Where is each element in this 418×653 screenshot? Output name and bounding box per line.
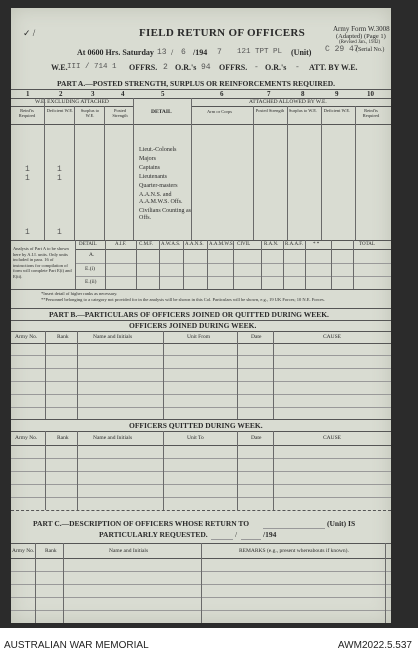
- serial-value: C 29 47: [325, 45, 359, 54]
- analysis-head-aamws: A.A.M.W.S.: [209, 242, 234, 247]
- quitted-title: OFFICERS QUITTED DURING WEEK.: [129, 421, 263, 430]
- hand-value-r2c2: 1: [57, 174, 62, 183]
- ors2-label: O.R.'s: [265, 63, 287, 72]
- col-number-1: 1: [26, 90, 30, 98]
- we-value: III / 714 1: [67, 63, 117, 71]
- rank-aans: A.A.N.S. and A.A.M.W.S. Offs.: [139, 192, 183, 205]
- joined-head-name: Name and Initials: [93, 334, 133, 340]
- form-title: FIELD RETURN OF OFFICERS: [139, 27, 306, 39]
- report-time-label: At 0600 Hrs. Saturday: [77, 48, 154, 57]
- report-date-day: 13: [157, 48, 167, 57]
- right-head-arm: Arm or Corps: [207, 109, 232, 114]
- col-number-8: 8: [301, 90, 305, 98]
- footer-bar: [0, 628, 418, 653]
- part-c-title-date: /194: [263, 530, 277, 539]
- analysis-detail-heading: DETAIL: [79, 242, 97, 247]
- left-head-surplus: Surplus to W.E.: [80, 108, 100, 118]
- part-c-title-b: PARTICULARLY REQUESTED.: [99, 530, 208, 539]
- report-year-prefix: /194: [193, 48, 208, 57]
- col-number-3: 3: [91, 90, 95, 98]
- left-head-posted: Posted Strength: [112, 108, 128, 118]
- att-label: ATT. BY W.E.: [309, 63, 358, 72]
- part-c-title-unit: (Unit) IS: [327, 519, 356, 528]
- col-number-7: 7: [267, 90, 271, 98]
- quitted-head-name: Name and Initials: [93, 435, 133, 441]
- col-number-6: 6: [220, 90, 224, 98]
- analysis-head-aans: A.A.N.S.: [185, 242, 204, 247]
- rank-lieut-colonels: Lieut.-Colonels: [139, 147, 177, 153]
- part-c-date-sep: /: [235, 530, 238, 539]
- ors2-value: -: [295, 63, 300, 72]
- right-head-posted: Posted Strength: [255, 108, 285, 113]
- analysis-row-a: A.: [89, 252, 95, 258]
- joined-head-rank: Rank: [57, 334, 69, 340]
- form-number: Army Form W.3008: [333, 25, 390, 33]
- hand-value-r1c2: 1: [57, 165, 62, 174]
- col-number-2: 2: [59, 90, 63, 98]
- report-date-month: 6: [181, 48, 186, 57]
- hand-value-r1c1: 1: [25, 165, 30, 174]
- footer-institution: AUSTRALIAN WAR MEMORIAL: [4, 640, 149, 651]
- hand-total-c2: 1: [57, 228, 62, 237]
- analysis-head-civil: CIVIL: [237, 242, 251, 247]
- analysis-row-eii: E.(ii): [85, 279, 97, 285]
- analysis-note: Analysis of Part A to be shown here by A.I.I. units. Only units included in para. 16 of instructions for compilation of form will complete Part E(i) and E(ii).: [13, 246, 72, 279]
- left-head-deficient: Deficient W.E.: [46, 108, 74, 113]
- part-c-head-army-no: Army No.: [12, 548, 35, 554]
- offrs2-value: -: [254, 63, 259, 72]
- ors-value: 94: [201, 63, 211, 72]
- hand-total-c1: 1: [25, 228, 30, 237]
- analysis-head-cmf: C.M.F.: [139, 242, 153, 247]
- offrs-value: 2: [163, 63, 168, 72]
- analysis-head-awas: A.W.A.S.: [161, 242, 181, 247]
- rank-quartermasters: Quarter-masters: [139, 183, 178, 189]
- part-a-title: PART A.—POSTED STRENGTH, SURPLUS OR REINFORCEMENTS REQUIRED.: [57, 79, 336, 88]
- quitted-head-army-no: Army No.: [15, 435, 38, 441]
- offrs-label: OFFRS.: [129, 63, 158, 72]
- footnote-2: **Personnel belonging to a category not provided for in the analysis will be shown in this Col. Particulars will be shown, e.g., 19 UK Forces; 10 N.E. Forces.: [41, 297, 325, 302]
- right-head-surplus: Surplus to W.E.: [288, 108, 318, 113]
- joined-head-army-no: Army No.: [15, 334, 38, 340]
- quitted-head-rank: Rank: [57, 435, 69, 441]
- analysis-row-ei: E.(i): [85, 266, 95, 272]
- analysis-head-ran: R.A.N.: [264, 242, 279, 247]
- offrs2-label: OFFRS.: [219, 63, 248, 72]
- hand-value-r2c1: 1: [25, 174, 30, 183]
- col-number-4: 4: [121, 90, 125, 98]
- joined-title: OFFICERS JOINED DURING WEEK.: [129, 321, 257, 330]
- unit-value: 121 TPT PL: [237, 48, 283, 56]
- serial-label: (Serial No.): [356, 47, 385, 53]
- joined-head-unit-from: Unit From: [187, 334, 211, 340]
- corner-mark: ✓ /: [23, 28, 36, 38]
- detail-heading: DETAIL: [151, 109, 172, 115]
- footnote-1: *Insert detail of higher ranks as necessary.: [41, 291, 118, 296]
- analysis-head-other: * *: [313, 242, 320, 247]
- report-year-digit: 7: [217, 48, 222, 57]
- joined-head-date: Date: [251, 334, 262, 340]
- document-sheet: [11, 8, 391, 623]
- quitted-head-date: Date: [251, 435, 262, 441]
- col-number-9: 9: [335, 90, 339, 98]
- ors-label: O.R.'s: [175, 63, 197, 72]
- we-label: W.E.: [51, 63, 68, 72]
- left-head-reinf: Reinf'ts Required: [18, 108, 36, 118]
- part-c-head-remarks: REMARKS (e.g., present whereabouts if known).: [239, 548, 349, 554]
- form-adapted: (Adapted) (Page 1): [336, 33, 386, 40]
- analysis-head-aif: A.I.F.: [115, 242, 127, 247]
- form-revised: (Revised Jan., 1942): [339, 40, 381, 45]
- rank-captains: Captains: [139, 165, 160, 171]
- quitted-head-cause: CAUSE: [323, 435, 342, 441]
- rank-majors: Majors: [139, 156, 156, 162]
- part-c-head-name: Name and Initials: [109, 548, 149, 554]
- date-sep: /: [171, 48, 174, 57]
- right-head-deficient: Deficient W.E.: [323, 108, 351, 113]
- rank-lieutenants: Lieutenants: [139, 174, 167, 180]
- part-c-head-rank: Rank: [45, 548, 57, 554]
- analysis-head-total: TOTAL: [359, 242, 375, 247]
- analysis-head-raaf: R.A.A.F.: [285, 242, 303, 247]
- group-left-heading: W.E. EXCLUDING ATTACHED: [35, 99, 109, 105]
- col-number-5: 5: [161, 90, 165, 98]
- group-right-heading: ATTACHED ALLOWED BY W.E.: [249, 99, 327, 105]
- col-number-10: 10: [367, 90, 374, 98]
- rank-civilians: Civilians Counting as Offs.: [139, 208, 192, 221]
- right-head-reinf: Reinf'ts Required: [362, 108, 380, 118]
- part-c-title-a: PART C.—DESCRIPTION OF OFFICERS WHOSE RETURN TO: [33, 519, 250, 528]
- unit-label: (Unit): [291, 48, 312, 57]
- quitted-head-unit-to: Unit To: [187, 435, 204, 441]
- part-b-title: PART B.—PARTICULARS OF OFFICERS JOINED OR QUITTED DURING WEEK.: [49, 310, 329, 319]
- footer-accession-number: AWM2022.5.537: [337, 640, 412, 651]
- joined-head-cause: CAUSE: [323, 334, 342, 340]
